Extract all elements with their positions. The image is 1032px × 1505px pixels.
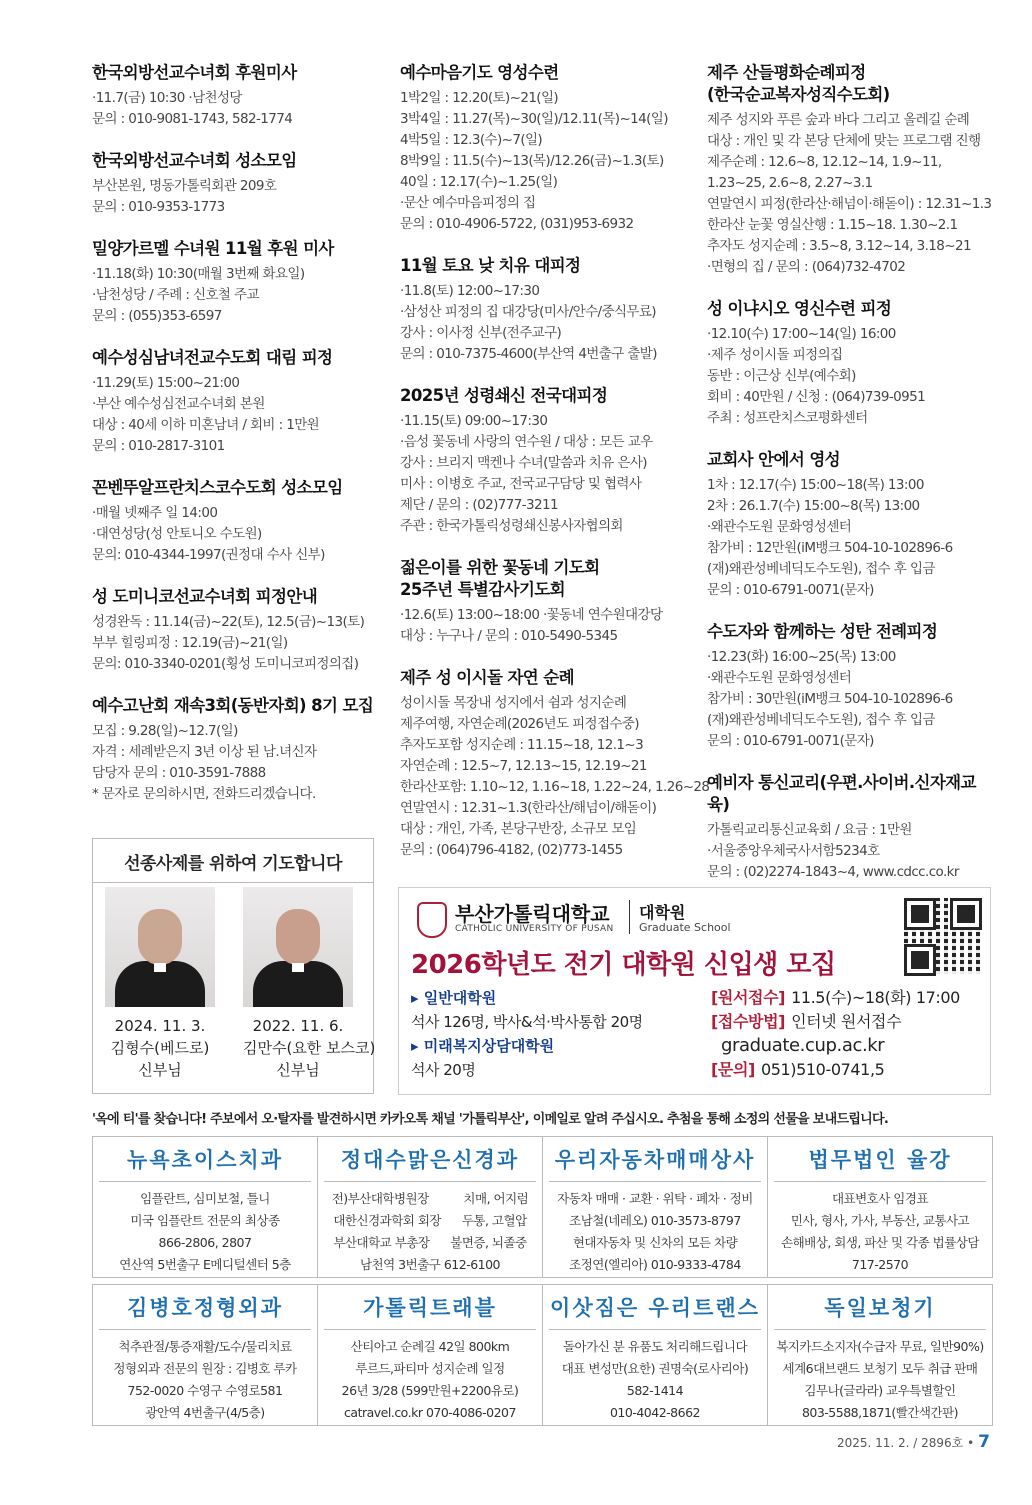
program-detail: 석사 20명 bbox=[411, 1061, 476, 1079]
section-line: ·11.18(화) 10:30(매월 3번째 화요일) bbox=[92, 266, 305, 282]
notice-section bbox=[707, 621, 997, 752]
business-line: 대한신경과학회 회장 두통, 고혈압 bbox=[333, 1213, 527, 1228]
section-line: 회비 : 40만원 / 신청 : (064)739-0951 bbox=[707, 389, 926, 405]
business-ad[interactable] bbox=[542, 1136, 768, 1278]
section-title: 한국외방선교수녀회 후원미사 bbox=[92, 63, 297, 82]
business-line: 임플란트, 심미보철, 틀니 bbox=[140, 1191, 270, 1206]
section-line: ·음성 꽃동네 사랑의 연수원 / 대상 : 모든 교우 bbox=[400, 434, 653, 450]
section-line: ·면형의 집 / 문의 : (064)732-4702 bbox=[707, 259, 906, 275]
website-link[interactable]: graduate.cup.ac.kr bbox=[721, 1035, 885, 1056]
section-line: 문의: 010-3340-0201(횡성 도미니코피정의집) bbox=[92, 656, 359, 672]
typo-notice: '옥에 티'를 찾습니다! 주보에서 오·탈자를 발견하시면 카카오톡 채널 '가톨릭부산', 이메일로 알려 주십시오. 추첨을 통해 소정의 선물을 보내드립니다. bbox=[92, 1112, 889, 1127]
section-line: ·대연성당(성 안토니오 수도원) bbox=[92, 526, 262, 542]
section-line: ·12.10(수) 17:00~14(일) 16:00 bbox=[707, 326, 896, 342]
section-title: 2025년 성령쇄신 전국대피정 bbox=[400, 386, 608, 405]
qr-code-icon[interactable] bbox=[904, 898, 980, 974]
section-line: 대상 : 40세 이하 미혼남녀 / 회비 : 1만원 bbox=[92, 417, 320, 433]
section-title: 11월 토요 낮 치유 대피정 bbox=[400, 256, 581, 275]
section-line: (재)왜관성베네딕도수도원), 접수 후 입금 bbox=[707, 561, 935, 577]
section-line: 부산본원, 명동가톨릭회관 209호 bbox=[92, 178, 277, 194]
page-footer bbox=[837, 1432, 990, 1452]
business-line: 정형외과 전문의 원장 : 김병호 루카 bbox=[113, 1361, 297, 1376]
section-line: ·부산 예수성심전교수녀회 본원 bbox=[92, 396, 265, 412]
section-line: 문의 : 010-9353-1773 bbox=[92, 199, 225, 215]
priest-date: 2024. 11. 3. bbox=[114, 1017, 206, 1035]
business-line: 김무나(글라라) 교우특별할인 bbox=[804, 1383, 956, 1398]
section-line: 8박9일 : 11.5(수)~13(목)/12.26(금)~1.3(토) bbox=[400, 153, 664, 169]
section-line: 4박5일 : 12.3(수)~7(일) bbox=[400, 132, 543, 148]
section-line: 동반 : 이근상 신부(예수회) bbox=[707, 368, 856, 384]
section-line: ·11.7(금) 10:30 ·남천성당 bbox=[92, 90, 242, 106]
section-line: 1차 : 12.17(수) 15:00~18(목) 13:00 bbox=[707, 477, 924, 493]
section-line: 문의 : (055)353-6597 bbox=[92, 308, 222, 324]
divider bbox=[99, 1329, 311, 1330]
business-line: 조남철(네레오) 010-3573-8797 bbox=[569, 1213, 741, 1228]
notice-section bbox=[92, 347, 392, 457]
business-line: 대표변호사 임경표 bbox=[831, 1191, 929, 1206]
priest-date: 2022. 11. 6. bbox=[252, 1017, 344, 1035]
section-line: 1박2일 : 12.20(토)~21(일) bbox=[400, 90, 559, 106]
business-line: 866-2806, 2807 bbox=[158, 1235, 252, 1250]
business-line: 부산대학교 부총장 불면증, 뇌졸중 bbox=[333, 1235, 527, 1250]
section-line: ·12.6(토) 13:00~18:00 ·꽃동네 연수원대강당 bbox=[400, 607, 663, 623]
section-line: 가톨릭교리통신교육회 / 요금 : 1만원 bbox=[707, 822, 912, 838]
business-line: 미국 임플란트 전문의 최상종 bbox=[130, 1213, 280, 1228]
priest-name: 김형수(베드로) bbox=[110, 1039, 210, 1057]
university-name-en: CATHOLIC UNIVERSITY OF PUSAN bbox=[455, 924, 614, 934]
business-ad[interactable] bbox=[542, 1284, 768, 1426]
divider bbox=[324, 1329, 536, 1330]
section-line: 자격 : 세례받은지 3년 이상 된 남.녀신자 bbox=[92, 744, 317, 760]
info-row bbox=[711, 986, 986, 1010]
notice-section bbox=[92, 695, 392, 805]
business-ad[interactable] bbox=[317, 1136, 543, 1278]
notice-section bbox=[92, 586, 392, 675]
business-ad[interactable] bbox=[317, 1284, 543, 1426]
notice-section bbox=[400, 62, 700, 235]
business-ad[interactable] bbox=[767, 1136, 993, 1278]
section-line: (재)왜관성베네딕도수도원), 접수 후 입금 bbox=[707, 712, 935, 728]
priest-role: 신부님 bbox=[138, 1061, 182, 1079]
divider bbox=[549, 1329, 761, 1330]
section-title: 교회사 안에서 영성 bbox=[707, 450, 841, 469]
section-title: 제주 성 이시돌 자연 순례 bbox=[400, 668, 574, 687]
business-line: 대표 변성만(요한) 권명숙(로사리아) bbox=[561, 1361, 749, 1376]
notice-section bbox=[707, 772, 997, 883]
section-line: 문의 : 010-9081-1743, 582-1774 bbox=[92, 111, 293, 127]
notice-section bbox=[707, 449, 997, 601]
section-line: ·서울중앙우체국사서함5234호 bbox=[707, 843, 880, 859]
graduate-label: 대학원 bbox=[639, 903, 686, 922]
business-name: 가톨릭트래블 bbox=[363, 1296, 497, 1320]
ad-headline: 2026학년도 전기 대학원 신입생 모집 bbox=[411, 950, 836, 980]
divider bbox=[629, 900, 630, 934]
section-title: 예수성심남녀전교수도회 대림 피정 bbox=[92, 348, 333, 367]
section-line: ·매월 넷째주 일 14:00 bbox=[92, 505, 218, 521]
business-line: 남천역 3번출구 612-6100 bbox=[359, 1257, 501, 1272]
business-line: 돌아가신 분 유품도 처리해드립니다 bbox=[562, 1339, 748, 1354]
notice-section bbox=[92, 238, 392, 327]
section-line: 한라산포함: 1.10~12, 1.16~18, 1.22~24, 1.26~28 bbox=[400, 779, 710, 795]
info-row bbox=[711, 1010, 986, 1034]
notice-section bbox=[707, 62, 997, 278]
section-line: 제주순례 : 12.6~8, 12.12~14, 1.9~11, bbox=[707, 154, 942, 170]
section-line: 문의 : 010-7375-4600(부산역 4번출구 출발) bbox=[400, 346, 657, 362]
section-line: 2차 : 26.1.7(수) 15:00~8(목) 13:00 bbox=[707, 498, 920, 514]
section-line: 대상 : 누구나 / 문의 : 010-5490-5345 bbox=[400, 628, 618, 644]
business-name: 우리자동차매매상사 bbox=[554, 1148, 756, 1172]
section-title: 제주 산들평화순례피정 (한국순교복자성직수도회) bbox=[707, 63, 890, 104]
section-line: 1.23~25, 2.6~8, 2.27~3.1 bbox=[707, 175, 873, 191]
section-line: * 문자로 문의하시면, 전화드리겠습니다. bbox=[92, 786, 316, 802]
section-line: 모집 : 9.28(일)~12.7(일) bbox=[92, 723, 238, 739]
university-ad[interactable] bbox=[398, 887, 991, 1095]
page-number: 7 bbox=[978, 1432, 990, 1452]
memorial-title: 선종사제를 위하여 기도합니다 bbox=[124, 854, 342, 874]
business-line: 26년 3/28 (599만원+2200유로) bbox=[341, 1383, 519, 1398]
section-line: 대상 : 개인, 가족, 본당구반장, 소규모 모임 bbox=[400, 821, 637, 837]
business-line: 민사, 형사, 가사, 부동산, 교통사고 bbox=[790, 1213, 970, 1228]
business-name: 정대수맑은신경과 bbox=[340, 1148, 520, 1172]
section-line: ·11.8(토) 12:00~17:30 bbox=[400, 283, 540, 299]
notice-section bbox=[707, 298, 997, 429]
section-line: 성이시돌 목장내 성지에서 쉼과 성지순례 bbox=[400, 695, 627, 711]
notice-section bbox=[92, 477, 392, 566]
info-key: [접수방법] bbox=[711, 1012, 786, 1031]
section-line: 미사 : 이병호 주교, 전국교구담당 및 협력사 bbox=[400, 476, 642, 492]
section-line: 문의 : 010-4906-5722, (031)953-6932 bbox=[400, 216, 634, 232]
business-ad[interactable] bbox=[92, 1136, 318, 1278]
section-line: 강사 : 브리지 맥켄나 수녀(말씀과 치유 은사) bbox=[400, 455, 647, 471]
business-name: 법무법인 율강 bbox=[808, 1148, 952, 1172]
divider bbox=[774, 1329, 986, 1330]
program-name: ▸ 일반대학원 bbox=[411, 989, 497, 1007]
business-name: 김병호정형외과 bbox=[126, 1296, 283, 1320]
business-line: 세계6대브랜드 보청기 모두 취급 판매 bbox=[782, 1361, 978, 1376]
section-line: 주관 : 한국가톨릭성령쇄신봉사자협의회 bbox=[400, 518, 623, 534]
notice-section bbox=[92, 150, 392, 218]
business-line: 전)부산대학병원장 치매, 어지럼 bbox=[331, 1191, 529, 1206]
section-title: 성 도미니코선교수녀회 피정안내 bbox=[92, 587, 318, 606]
section-line: 담당자 문의 : 010-3591-7888 bbox=[92, 765, 266, 781]
business-line: catravel.co.kr 070-4086-0207 bbox=[344, 1405, 516, 1420]
column-3 bbox=[707, 62, 997, 903]
section-line: 참가비 : 12만원(iM뱅크 504-10-102896-6 bbox=[707, 540, 953, 556]
section-line: ·제주 성이시돌 피정의집 bbox=[707, 347, 843, 363]
business-name: 이삿짐은 우리트랜스 bbox=[550, 1296, 760, 1320]
business-line: 803-5588,1871(빨간색간판) bbox=[801, 1405, 959, 1420]
section-title: 한국외방선교수녀회 성소모임 bbox=[92, 151, 297, 170]
program-name: ▸ 미래복지상담대학원 bbox=[411, 1037, 555, 1055]
business-name: 독일보청기 bbox=[824, 1296, 936, 1320]
section-line: 제주여행, 자연순례(2026년도 피정접수중) bbox=[400, 716, 639, 732]
priest-photo bbox=[105, 887, 215, 1007]
section-line: ·왜관수도원 문화영성센터 bbox=[707, 670, 852, 686]
section-title: 예비자 통신교리(우편.사이버.신자재교육) bbox=[707, 773, 976, 814]
business-line: 광안역 4번출구(4/5층) bbox=[145, 1405, 265, 1420]
business-line: 현대자동차 및 신차의 모든 차량 bbox=[572, 1235, 738, 1250]
section-line: 주최 : 성프란치스코평화센터 bbox=[707, 410, 868, 426]
business-line: 자동차 매매 · 교환 · 위탁 · 폐차 · 정비 bbox=[557, 1191, 753, 1206]
section-line: ·삼성산 피정의 집 대강당(미사/안수/중식무료) bbox=[400, 304, 656, 320]
section-title: 젊은이를 위한 꽃동네 기도회 25주년 특별감사기도회 bbox=[400, 558, 600, 599]
divider bbox=[93, 882, 373, 883]
divider bbox=[99, 1181, 311, 1182]
section-line: 제단 / 문의 : (02)777-3211 bbox=[400, 497, 558, 513]
section-line: 문의: 010-4344-1997(권정대 수사 신부) bbox=[92, 547, 325, 563]
business-line: 척추관절/통증재활/도수/물리치료 bbox=[118, 1339, 292, 1354]
graduate-label-en: Graduate School bbox=[639, 921, 731, 934]
section-line: ·남천성당 / 주례 : 신호철 주교 bbox=[92, 287, 259, 303]
column-2 bbox=[400, 62, 710, 881]
business-line: 010-4042-8662 bbox=[609, 1405, 700, 1420]
business-line: 복지카드소지자(수급자 무료, 일반90%) bbox=[776, 1339, 984, 1354]
info-key: [원서접수] bbox=[711, 988, 786, 1007]
info-value: 051)510-0741,5 bbox=[760, 1060, 885, 1079]
section-title: 예수고난회 재속3회(동반자회) 8기 모집 bbox=[92, 696, 374, 715]
business-line: 752-0020 수영구 수영로581 bbox=[127, 1383, 283, 1398]
university-name: 부산가톨릭대학교 bbox=[455, 902, 610, 926]
notice-section bbox=[400, 255, 700, 365]
info-row bbox=[711, 1058, 986, 1082]
section-line: ·왜관수도원 문화영성센터 bbox=[707, 519, 852, 535]
section-line: ·문산 예수마음피정의 집 bbox=[400, 195, 536, 211]
divider bbox=[774, 1181, 986, 1182]
section-line: 강사 : 이사정 신부(전주교구) bbox=[400, 325, 562, 341]
business-line: 조정연(엘리아) 010-9333-4784 bbox=[569, 1257, 741, 1272]
section-line: 참가비 : 30만원(iM뱅크 504-10-102896-6 bbox=[707, 691, 953, 707]
divider bbox=[324, 1181, 536, 1182]
program-list bbox=[411, 986, 701, 1082]
info-row[interactable] bbox=[711, 1034, 986, 1058]
priest-role: 신부님 bbox=[276, 1061, 320, 1079]
section-title: 성 이냐시오 영신수련 피정 bbox=[707, 299, 892, 318]
section-line: 추자도포함 성지순례 : 11.15~18, 12.1~3 bbox=[400, 737, 644, 753]
business-line: 손해배상, 회생, 파산 및 각종 법률상담 bbox=[781, 1235, 979, 1250]
business-line: 582-1414 bbox=[626, 1383, 684, 1398]
section-line: 자연순례 : 12.5~7, 12.13~15, 12.19~21 bbox=[400, 758, 647, 774]
section-line: 문의 : (064)796-4182, (02)773-1455 bbox=[400, 842, 623, 858]
notice-section bbox=[400, 385, 700, 537]
business-line: 연산역 5번출구 E메디털센터 5층 bbox=[119, 1257, 291, 1272]
section-line: 추자도 성지순례 : 3.5~8, 3.12~14, 3.18~21 bbox=[707, 238, 971, 254]
notice-section bbox=[92, 62, 392, 130]
section-title: 예수마음기도 영성수련 bbox=[400, 63, 559, 82]
info-key: [문의] bbox=[711, 1060, 755, 1079]
section-line: 한라산 눈꽃 영실산행 : 1.15~18. 1.30~2.1 bbox=[707, 217, 958, 233]
memorial-box bbox=[92, 838, 374, 1094]
section-line: ·12.23(화) 16:00~25(목) 13:00 bbox=[707, 649, 896, 665]
business-line: 루르드,파티마 성지순례 일정 bbox=[355, 1361, 505, 1376]
section-line: 문의 : 010-6791-0071(문자) bbox=[707, 582, 874, 598]
section-line: 문의 : 010-2817-3101 bbox=[92, 438, 225, 454]
divider bbox=[549, 1181, 761, 1182]
business-ad[interactable] bbox=[767, 1284, 993, 1426]
application-info bbox=[711, 986, 986, 1082]
info-value: 인터넷 원서접수 bbox=[791, 1012, 902, 1031]
business-name: 뉴욕초이스치과 bbox=[126, 1148, 283, 1172]
info-value: 11.5(수)~18(화) 17:00 bbox=[791, 988, 960, 1007]
section-title: 꼰벤뚜알프란치스코수도회 성소모임 bbox=[92, 478, 343, 497]
section-line: 연말연시 피정(한라산·해넘이·해돋이) : 12.31~1.3 bbox=[707, 196, 992, 212]
section-line: 연말연시 : 12.31~1.3(한라산/해넘이/해돋이) bbox=[400, 800, 657, 816]
section-line: 40일 : 12.17(수)~1.25(일) bbox=[400, 174, 558, 190]
section-line: ·11.29(토) 15:00~21:00 bbox=[92, 375, 240, 391]
section-line: 문의 : (02)2274-1843~4, www.cdcc.co.kr bbox=[707, 864, 959, 880]
section-line: 대상 : 개인 및 각 본당 단체에 맞는 프로그램 진행 bbox=[707, 133, 981, 149]
section-line: 3박4일 : 11.27(목)~30(일)/12.11(목)~14(일) bbox=[400, 111, 668, 127]
section-line: ·11.15(토) 09:00~17:30 bbox=[400, 413, 548, 429]
priest-name: 김만수(요한 보스코) bbox=[243, 1039, 376, 1057]
program-detail: 석사 126명, 박사&석·박사통합 20명 bbox=[411, 1013, 643, 1031]
section-line: 부부 힐링피정 : 12.19(금)~21(일) bbox=[92, 635, 288, 651]
priest-2 bbox=[243, 887, 376, 1081]
priest-photo bbox=[243, 887, 353, 1007]
section-line: 문의 : 010-6791-0071(문자) bbox=[707, 733, 874, 749]
notice-section bbox=[400, 557, 700, 647]
issue-date: 2025. 11. 2. / 2896호 • bbox=[836, 1436, 975, 1450]
business-line: 717-2570 bbox=[851, 1257, 909, 1272]
business-ad[interactable] bbox=[92, 1284, 318, 1426]
business-line: 산티아고 순례길 42일 800km bbox=[350, 1339, 510, 1354]
priest-1 bbox=[105, 887, 215, 1081]
section-line: 제주 성지와 푸른 숲과 바다 그리고 올레길 순례 bbox=[707, 112, 970, 128]
university-logo-icon bbox=[417, 902, 447, 938]
column-1 bbox=[92, 62, 392, 825]
section-line: 성경완독 : 11.14(금)~22(토), 12.5(금)~13(토) bbox=[92, 614, 365, 630]
section-title: 밀양가르멜 수녀원 11월 후원 미사 bbox=[92, 239, 334, 258]
notice-section bbox=[400, 667, 710, 861]
section-title: 수도자와 함께하는 성탄 전례피정 bbox=[707, 622, 938, 641]
